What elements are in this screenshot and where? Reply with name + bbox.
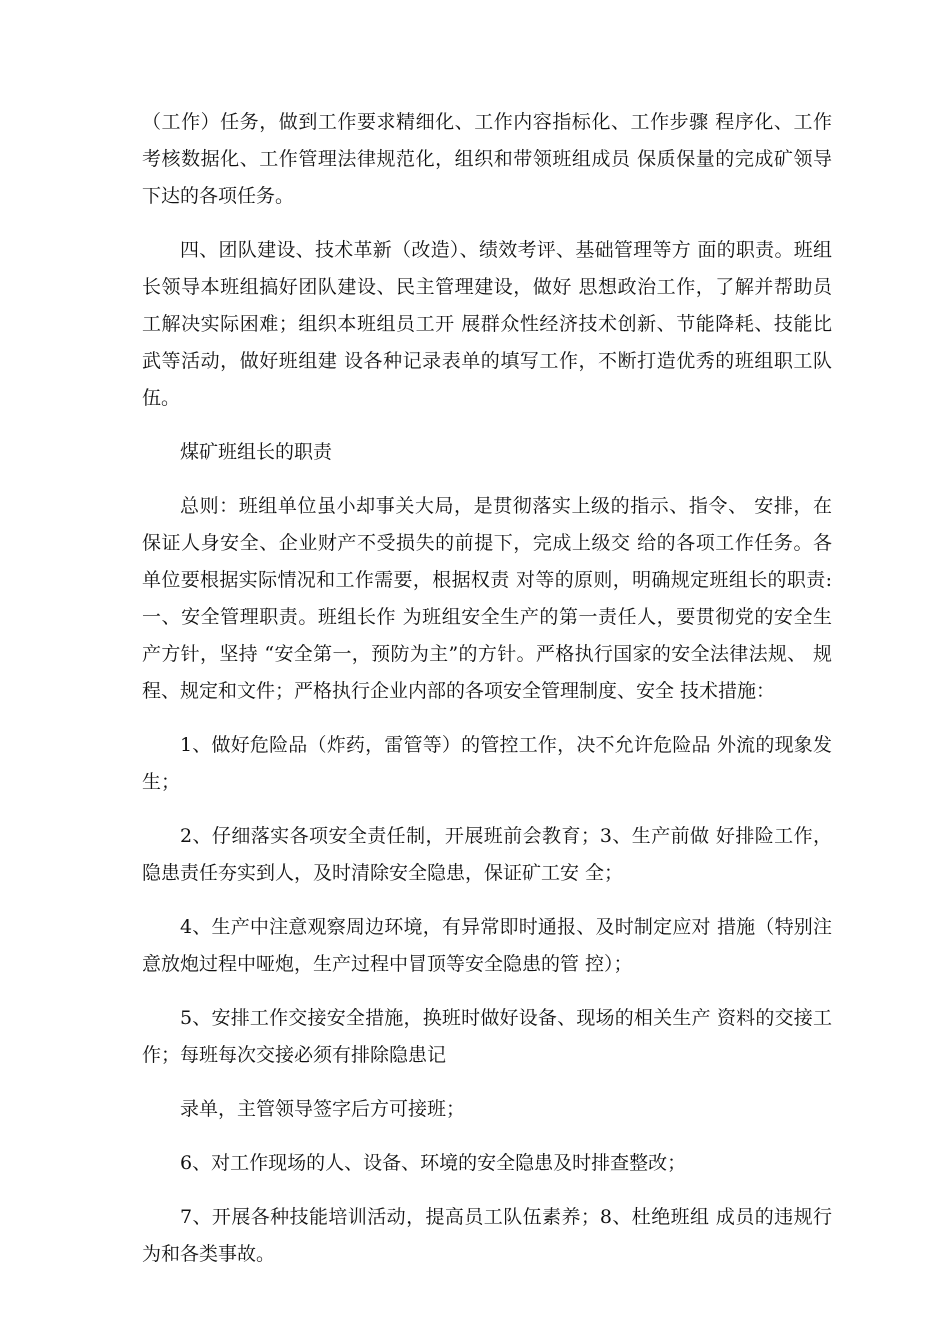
document-body [142,104,832,1290]
list-item-4: 4、生产中注意观察周边环境，有异常即时通报、及时制定应对 措施（特别注意放炮过程中哑炮，生产过程中冒顶等安全隐患的管 控）； [142,916,832,975]
list-item-2-3: 2、仔细落实各项安全责任制，开展班前会教育；3、生产前做 好排险工作，隐患责任夯实到人，及时清除安全隐患，保证矿工安 全； [142,825,832,884]
list-item-7-8: 7、开展各种技能培训活动，提高员工队伍素养；8、杜绝班组 成员的违规行为和各类事故。 [142,1206,832,1265]
section-heading-team-leader-duties: 煤矿班组长的职责 [180,441,333,463]
list-item-5: 5、安排工作交接安全措施，换班时做好设备、现场的相关生产 资料的交接工作；每班每次交接必须有排除隐患记 [142,1007,832,1066]
list-item-5-continuation: 录单，主管领导签字后方可接班； [180,1098,466,1120]
paragraph-task-continuation: （工作）任务，做到工作要求精细化、工作内容指标化、工作步骤 程序化、工作考核数据化、工作管理法律规范化，组织和带领班组成员 保质保量的完成矿领导下达的各项任务。 [142,111,832,207]
paragraph-general-rules: 总则：班组单位虽小却事关大局，是贯彻落实上级的指示、指令、 安排，在保证人身安全、企业财产不受损失的前提下，完成上级交 给的各项工作任务。各单位要根据实际情况和工作需要，根据权责 对等的原则，明确规定班组长的职责:一、安全管理职责。班组长作 为班组安全生产的第一责任人，要贯彻党的安全生产方针，坚持 “安全第一，预防为主”的方针。严格执行国家的安全法律法规、 规程、规定和文件；严格执行企业内部的各项安全管理制度、安全 技术措施： [142,495,832,702]
paragraph-team-building-duty: 四、团队建设、技术革新（改造）、绩效考评、基础管理等方 面的职责。班组长领导本班组搞好团队建设、民主管理建设，做好 思想政治工作，了解并帮助员工解决实际困难；组织本班组员工开 展群众性经济技术创新、节能降耗、技能比武等活动，做好班组建 设各种记录表单的填写工作，不断打造优秀的班组职工队伍。 [142,239,832,409]
list-item-1: 1、做好危险品（炸药，雷管等）的管控工作，决不允许危险品 外流的现象发生； [142,734,832,793]
list-item-6: 6、对工作现场的人、设备、环境的安全隐患及时排查整改； [180,1152,687,1174]
